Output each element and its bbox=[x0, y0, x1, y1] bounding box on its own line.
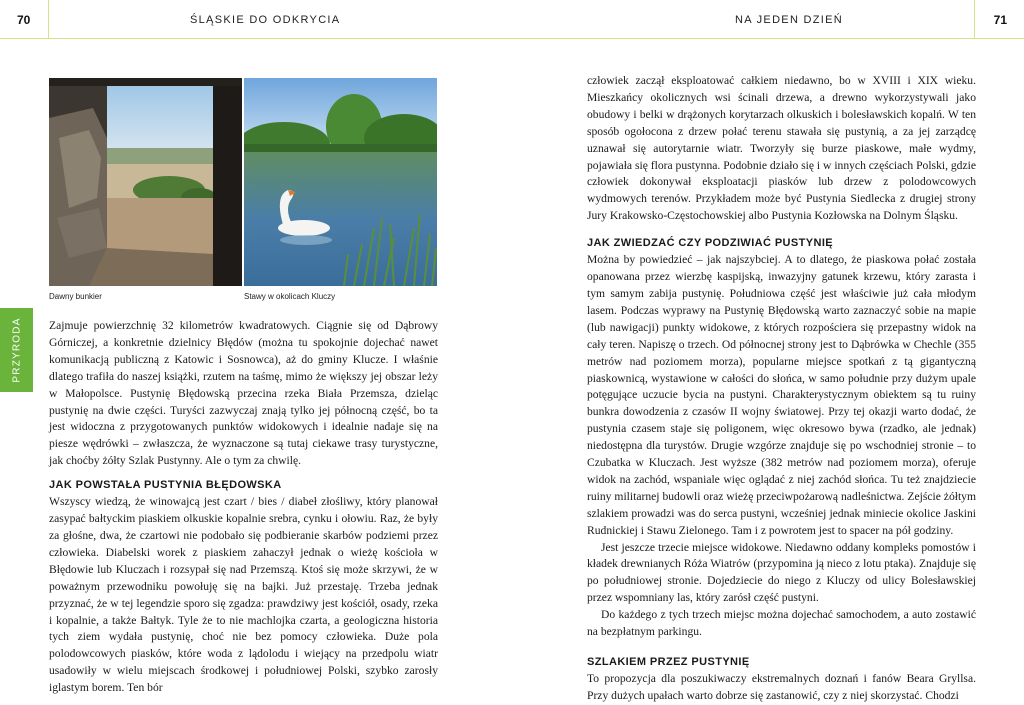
header-divider bbox=[974, 0, 975, 38]
body-paragraph: Można by powiedzieć – jak najszybciej. A to dlatego, że piaskowa połać została opanowana przez wierzbę kaspijską, inwazyjny gatunek krzewu, który zarasta i tym samym zabija pustynię. Południowa część jest właściwie już cała młodym lasem. Podczas wyprawy na Pustynię Błędowską warto zaznaczyć sobie na mapie (lub nawigacji) punkty widokowe, z których rozpościera się przepastny widok na cały teren. Napiszę o trzech. Od północnej strony jest to Dąbrówka w Chechle (355 metrów nad poziomem morza), popularne miejsce spotkań z tą gigantyczną piaskownicą, wystawione w całości do słońca, w samo południe przy dużym upale potęgujące uczucie bycia na pustyni. Charakterystycznym obiektem są tu ruiny bunkra dowodzenia z czasów II wojny światowej. Przy tej okazji warto dodać, że pustynia czasem staje się poligonem, więc okresowo bywa (rzadko, ale jednak) niedostępna dla turystów. Drugie wzgórze znajduje się po wschodniej stronie – to Czubatka w Kluczach. Jest wyższe (382 metrów nad poziomem morza), oferuje widok na zachód, wspaniale więc oglądać z niej zachód słońca. Tu też znajdziecie ruiny militarnej budowli oraz wieżę przeciwpożarową nadleśnictwa. Zejście żółtym szlakiem prowadzi was do serca pustyni, wcześniej jednak miniecie okolice Jaskini Rudnickiej i Stawu Zielonego. Tam i z powrotem jest to spacer na pół godziny. bbox=[587, 253, 976, 537]
body-paragraph: Wszyscy wiedzą, że winowajcą jest czart / bies / diabeł złośliwy, który planował zasypać bałtyckim piaskiem olkuskie kopalnie srebra, cynku i ołowiu. Raz, że były za głośne, dwa, że czartowi nie podobało się podbieranie skarbów podziemi przez człowieka. Diabelski worek z piaskiem zahaczył jednak o wieżę kościoła w Błędowie lub Kluczach i rozsypał się nad Przemszą. Ktoś się może skrzywi, że w poważnym przewodniku powołuję się na bajki. Już przestaję. Trzeba jednak przyznać, że w tej legendzie sporo się zgadza: prawdziwy jest kościół, osady, rzeka i kopalnie, a także Bałtyk. Tyle że to nie machlojka czarta, a geologiczna historia tych ziem wydała pustynię, choć nie bez pomocy człowieka. Duże pola polodowcowych piasków, które woda z lądolodu i wiejący na przedpolu wiatr usadowiły w wielu miejscach środkowej i południowej Polski, szybko zarosły iglastym borem. Ten bór bbox=[49, 495, 438, 695]
section-heading: JAK ZWIEDZAĆ CZY PODZIWIAĆ PUSTYNIĘ bbox=[587, 237, 834, 250]
body-paragraph: człowiek zaczął eksploatować całkiem niedawno, bo w XVIII i XIX wieku. Mieszkańcy okolicznych wsi ścinali drzewa, a drewno wykorzystywali jako obudowy i belki w drążonych korytarzach olkuskich i bolesławskich kopalń. W ten sposób ogołocona z drzew połać terenu stawała się pustynią, a za jej zarządcę uznawał się autorytarnie wiatr. Tworzyły się burze piaskowe, małe wydmy, pojawiała się flora pustynna. Podobnie działo się i w innych częściach Polski, gdzie człowiek dokonywał eksploatacji piasków lub drzew z polodowcowych wydmowych terenów. Przykładem może być Pustynia Siedlecka z drugiej strony Jury Krakowsko-Częstochowskiej albo Pustynia Kozłowska na Dolnym Śląsku. bbox=[587, 74, 976, 223]
section-heading: JAK POWSTAŁA PUSTYNIA BŁĘDOWSKA bbox=[49, 479, 282, 492]
intro-paragraph: Zajmuje powierzchnię 32 kilometrów kwadratowych. Ciągnie się od Dąbrowy Górniczej, a konkretnie dzielnicy Błędów (można tu spokojnie dojechać nawet komunikacją publiczną z Katowic i Sosnowca), aż do gminy Klucze. I właśnie dlatego trafiła do naszej książki, rzutem na taśmę, mimo że większy jej obszar leży w Małopolsce. Pustynię Błędowską przecina rzeka Biała Przemsza, dzieląc pustynię na dwie części. Turyści zazwyczaj znają tylko jej północną część, bo ta jest widoczna z przygotowanych punktów widokowych i idealnie nadaje się na piesze wędrówki – zwłaszcza, że wyznaczone są tutaj ciekawe trasy turystyczne, jak choćby żółty Szlak Pustynny. Ale o tym za chwilę. bbox=[49, 319, 438, 468]
swan-pond-photo bbox=[244, 78, 437, 286]
left-page-body bbox=[49, 318, 438, 697]
right-page-body bbox=[587, 73, 976, 705]
bunker-photo bbox=[49, 78, 242, 286]
right-page-number: 71 bbox=[993, 13, 1007, 27]
section-heading: SZLAKIEM PRZEZ PUSTYNIĘ bbox=[587, 656, 750, 668]
body-paragraph: Jest jeszcze trzecie miejsce widokowe. Niedawno oddany kompleks pomostów i kładek drewnianych Róża Wiatrów (przypomina ją nieco z lotu ptaka). Znajduje się po południowej stronie. Dojedziecie do niego z Kluczy od ulicy Bolesławskiej przez wspomniany las, który zarósł część pustyni. bbox=[587, 540, 976, 605]
body-paragraph: To propozycja dla poszukiwaczy ekstremalnych doznań i fanów Beara Gryllsa. Przy dużych upałach warto dobrze się zastanowić, czy z niej skorzystać. Chodzi bbox=[587, 672, 976, 702]
running-header bbox=[0, 0, 1024, 39]
photo-caption: Stawy w okolicach Kluczy bbox=[244, 292, 336, 301]
section-tab-label: PRZYRODA bbox=[11, 317, 22, 383]
header-divider bbox=[48, 0, 49, 38]
left-page-number: 70 bbox=[17, 13, 31, 27]
left-running-title: ŚLĄSKIE DO ODKRYCIA bbox=[190, 14, 341, 26]
right-running-title: NA JEDEN DZIEŃ bbox=[735, 14, 844, 26]
photo-caption: Dawny bunkier bbox=[49, 292, 102, 301]
section-tab bbox=[0, 308, 33, 392]
body-paragraph: Do każdego z tych trzech miejsc można dojechać samochodem, a auto zostawić na bezpłatnym parkingu. bbox=[587, 608, 976, 639]
